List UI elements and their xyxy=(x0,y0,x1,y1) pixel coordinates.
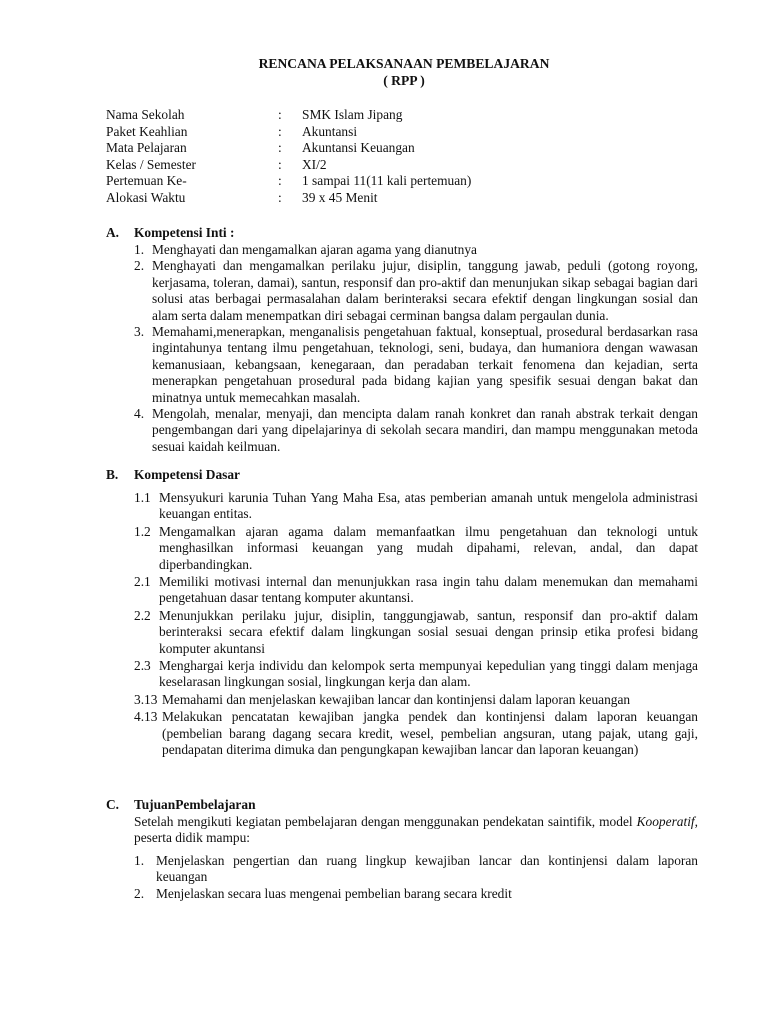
section-heading-kompetensi-inti: A. Kompetensi Inti : xyxy=(106,225,235,240)
info-row: Kelas / Semester : XI/2 xyxy=(106,156,327,172)
list-item: 4.13 Melakukan pencatatan kewajiban jangka pendek dan kontinjensi dalam laporan keuangan (pembelian barang dagang secara kredit, wesel, pembelian angsuran, utang pajak, utang gaji, pendapatan diterima dimuka dan pengungkapan kewajiban lancar dan laporan keuangan) xyxy=(134,709,698,758)
tujuan-list xyxy=(134,853,698,902)
identity-table xyxy=(106,107,471,207)
list-item: 3. Memahami,menerapkan, menganalisis pengetahuan faktual, konseptual, prosedural berdasarkan rasa ingintahunya tentang ilmu pengetahuan, teknologi, seni, budaya, dan humaniora dengan wawasan kemanusiaan, kebangsaan, kenegaraan, dan peradaban terkait fenomena dan kejadian, serta menerapkan pengetahuan prosedural pada bidang kajian yang spesifik sesuai dengan bakat dan minatnya untuk memecahkan masalah. xyxy=(134,324,698,405)
info-row: Pertemuan Ke- : 1 sampai 11(11 kali pertemuan) xyxy=(106,173,472,189)
list-item: 2. Menghayati dan mengamalkan perilaku jujur, disiplin, tanggung jawab, peduli (gotong royong, kerjasama, toleran, damai), santun, responsif dan pro-aktif dan menunjukan sikap sebagai bagian dari solusi atas berbagai permasalahan dalam berinteraksi secara efektif dengan lingkungan sosial dan alam serta dalam menempatkan diri sebagai cerminan bangsa dalam pergaulan dunia. xyxy=(134,258,698,323)
list-item: 4. Mengolah, menalar, menyaji, dan mencipta dalam ranah konkret dan ranah abstrak terkait dengan pengembangan dari yang dipelajarinya di sekolah secara mandiri, dan mampu menggunakan metoda sesuai kaidah keilmuan. xyxy=(134,406,698,454)
section-heading-tujuan-pembelajaran: C. TujuanPembelajaran xyxy=(106,797,256,812)
info-row: Alokasi Waktu : 39 x 45 Menit xyxy=(106,189,378,205)
info-row: Paket Keahlian : Akuntansi xyxy=(106,123,358,139)
list-item: 2.1 Memiliki motivasi internal dan menunjukkan rasa ingin tahu dalam menemukan dan memahami pengetahuan dasar tentang komputer akuntansi. xyxy=(134,574,698,606)
list-item: 2.2 Menunjukkan perilaku jujur, disiplin, tanggungjawab, santun, responsif dan pro-aktif dalam berinteraksi secara efektif dalam lingkungan sosial sesuai dengan prinsip etika profesi bidang komputer akuntansi xyxy=(134,607,698,656)
kompetensi-dasar-list xyxy=(134,490,698,760)
list-item: 2.3 Menghargai kerja individu dan kelompok serta mempunyai kepedulian yang tinggi dalam menjaga keselarasan lingkungan sosial, lingkungan kerja dan alam. xyxy=(134,658,698,690)
info-row: Nama Sekolah : SMK Islam Jipang xyxy=(106,107,403,122)
list-item: 1. Menjelaskan pengertian dan ruang lingkup kewajiban lancar dan kontinjensi dalam laporan keuangan xyxy=(134,853,698,885)
list-item: 1. Menghayati dan mengamalkan ajaran agama yang dianutnya xyxy=(134,242,477,257)
list-item: 2. Menjelaskan secara luas mengenai pembelian barang secara kredit xyxy=(134,885,512,901)
kompetensi-inti-list xyxy=(134,242,698,455)
list-item: 1.1 Mensyukuri karunia Tuhan Yang Maha Esa, atas pemberian amanah untuk mengelola administrasi keuangan entitas. xyxy=(134,490,698,522)
info-row: Mata Pelajaran : Akuntansi Keuangan xyxy=(106,140,415,156)
section-heading-kompetensi-dasar: B. Kompetensi Dasar xyxy=(106,467,241,482)
tujuan-intro-paragraph: Setelah mengikuti kegiatan pembelajaran dengan menggunakan pendekatan saintifik, model Kooperatif, peserta didik mampu: xyxy=(134,814,698,846)
list-item: 1.2 Mengamalkan ajaran agama dalam memanfaatkan ilmu pengetahuan dan teknologi untuk menghasilkan informasi keuangan yang mudah dipahami, relevan, andal, dan dapat diperbandingkan. xyxy=(134,523,698,572)
list-item: 3.13 Memahami dan menjelaskan kewajiban lancar dan kontinjensi dalam laporan keuangan xyxy=(134,691,631,707)
document-subtitle: ( RPP ) xyxy=(383,73,425,88)
document-title: RENCANA PELAKSANAAN PEMBELAJARAN xyxy=(258,56,550,71)
